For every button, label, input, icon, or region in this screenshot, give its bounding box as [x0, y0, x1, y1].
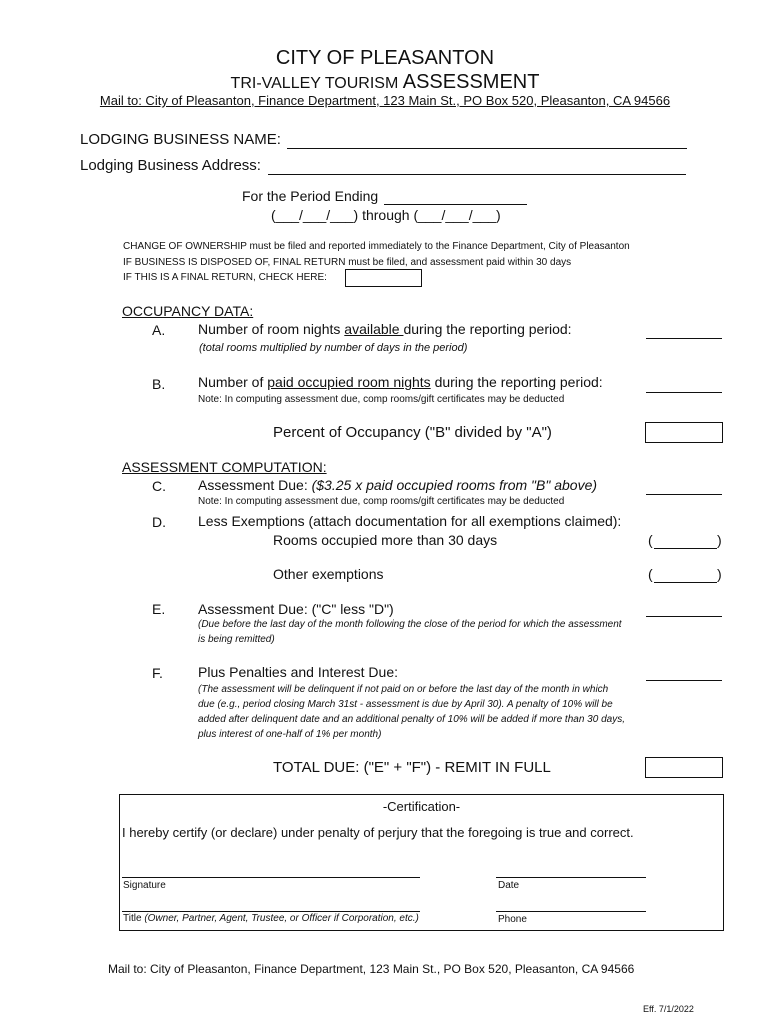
- title-label-hint: (Owner, Partner, Agent, Trustee, or Officer if Corporation, etc.): [144, 913, 419, 924]
- line-a-underlined: available: [344, 321, 404, 337]
- percent-occupancy-box[interactable]: [645, 422, 723, 443]
- line-b-note: Note: In computing assessment due, comp rooms/gift certificates may be deducted: [198, 394, 565, 405]
- certification-heading: -Certification-: [382, 799, 461, 814]
- line-e-label: Assessment Due: ("C" less "D"): [198, 601, 394, 617]
- line-f-label: Plus Penalties and Interest Due:: [198, 664, 399, 680]
- date-field[interactable]: [496, 877, 646, 878]
- occupancy-heading: OCCUPANCY DATA:: [122, 303, 254, 319]
- line-d-letter: D.: [152, 514, 166, 530]
- line-a-field[interactable]: [646, 338, 722, 339]
- other-exemptions-close-paren: ): [717, 566, 722, 582]
- line-c-formula: ($3.25 x paid occupied rooms from "B" above): [311, 477, 598, 493]
- line-b-label: [198, 374, 603, 390]
- line-f-note-3: added after delinquent date and an additional penalty of 10% will be added if more than 30 days,: [198, 714, 625, 725]
- business-name-field[interactable]: [287, 148, 687, 149]
- title-field[interactable]: [122, 911, 420, 912]
- period-ending-label: For the Period Ending: [242, 188, 379, 204]
- effective-date: Eff. 7/1/2022: [643, 1004, 694, 1014]
- line-f-note-2: due (e.g., period closing March 31st - assessment is due by April 30). A penalty of 10% will be: [198, 699, 613, 710]
- form-title: CITY OF PLEASANTON: [275, 47, 495, 69]
- other-exemptions-label: Other exemptions: [273, 566, 384, 582]
- rooms-over-30-label: Rooms occupied more than 30 days: [273, 532, 498, 548]
- business-address-field[interactable]: [268, 174, 686, 175]
- line-e-note-2: is being remitted): [198, 634, 275, 645]
- ownership-notice: CHANGE OF OWNERSHIP must be filed and reported immediately to the Finance Department, City of Pleasanton: [123, 241, 630, 252]
- final-return-label: IF THIS IS A FINAL RETURN, CHECK HERE:: [123, 272, 327, 283]
- line-c-label: [198, 477, 597, 493]
- signature-label: Signature: [123, 880, 166, 891]
- line-c-field[interactable]: [646, 494, 722, 495]
- line-e-field[interactable]: [646, 616, 722, 617]
- line-f-field[interactable]: [646, 680, 722, 681]
- subtitle-suffix: ASSESSMENT: [402, 71, 540, 93]
- line-a-post: during the reporting period:: [403, 321, 572, 337]
- percent-occupancy-label: Percent of Occupancy ("B" divided by "A"): [273, 424, 552, 441]
- line-c-text: Assessment Due:: [198, 477, 312, 493]
- line-e-note-1: (Due before the last day of the month following the close of the period for which the assessment: [198, 619, 622, 630]
- period-range[interactable]: (___/___/___) through (___/___/___): [271, 207, 501, 223]
- rooms-over-30-field[interactable]: [654, 548, 717, 549]
- line-b-underlined: paid occupied room nights: [267, 374, 431, 390]
- line-b-pre: Number of: [198, 374, 268, 390]
- rooms-over-30-open-paren: (: [648, 532, 653, 548]
- subtitle-prefix: TRI-VALLEY TOURISM: [230, 75, 403, 92]
- business-address-label: Lodging Business Address:: [80, 157, 261, 174]
- line-f-note-4: plus interest of one-half of 1% per month): [198, 729, 382, 740]
- mail-to-footer: Mail to: City of Pleasanton, Finance Department, 123 Main St., PO Box 520, Pleasanton, CA 94566: [108, 962, 635, 976]
- line-a-pre: Number of room nights: [198, 321, 345, 337]
- line-f-note-1: (The assessment will be delinquent if not paid on or before the last day of the month in which: [198, 684, 609, 695]
- title-label-text: Title: [123, 913, 145, 924]
- disposed-notice: IF BUSINESS IS DISPOSED OF, FINAL RETURN must be filed, and assessment paid within 30 days: [123, 257, 572, 268]
- total-due-box[interactable]: [645, 757, 723, 778]
- other-exemptions-field[interactable]: [654, 582, 717, 583]
- line-e-letter: E.: [152, 601, 166, 617]
- line-c-letter: C.: [152, 478, 166, 494]
- line-b-field[interactable]: [646, 392, 722, 393]
- final-return-checkbox[interactable]: [345, 269, 422, 287]
- line-d-label: Less Exemptions (attach documentation for all exemptions claimed):: [198, 513, 622, 529]
- mail-to-header: Mail to: City of Pleasanton, Finance Department, 123 Main St., PO Box 520, Pleasanton, CA 94566: [99, 93, 671, 108]
- line-a-letter: A.: [152, 322, 166, 338]
- date-label: Date: [498, 880, 520, 891]
- line-f-letter: F.: [152, 665, 163, 681]
- line-b-post: during the reporting period:: [430, 374, 603, 390]
- line-a-label: [198, 321, 572, 337]
- phone-field[interactable]: [496, 911, 646, 912]
- total-due-label: TOTAL DUE: ("E" + "F") - REMIT IN FULL: [273, 759, 551, 776]
- business-name-label: LODGING BUSINESS NAME:: [80, 131, 281, 148]
- line-b-letter: B.: [152, 376, 166, 392]
- rooms-over-30-close-paren: ): [717, 532, 722, 548]
- title-label: [123, 913, 419, 924]
- line-a-note: (total rooms multiplied by number of days in the period): [199, 342, 468, 354]
- line-c-note: Note: In computing assessment due, comp rooms/gift certificates may be deducted: [198, 496, 565, 507]
- period-ending-field[interactable]: [384, 204, 527, 205]
- other-exemptions-open-paren: (: [648, 566, 653, 582]
- phone-label: Phone: [498, 914, 527, 925]
- assessment-heading: ASSESSMENT COMPUTATION:: [122, 459, 327, 475]
- certification-statement: I hereby certify (or declare) under penalty of perjury that the foregoing is true and correct.: [122, 825, 634, 840]
- signature-field[interactable]: [122, 877, 420, 878]
- form-subtitle: [0, 71, 770, 94]
